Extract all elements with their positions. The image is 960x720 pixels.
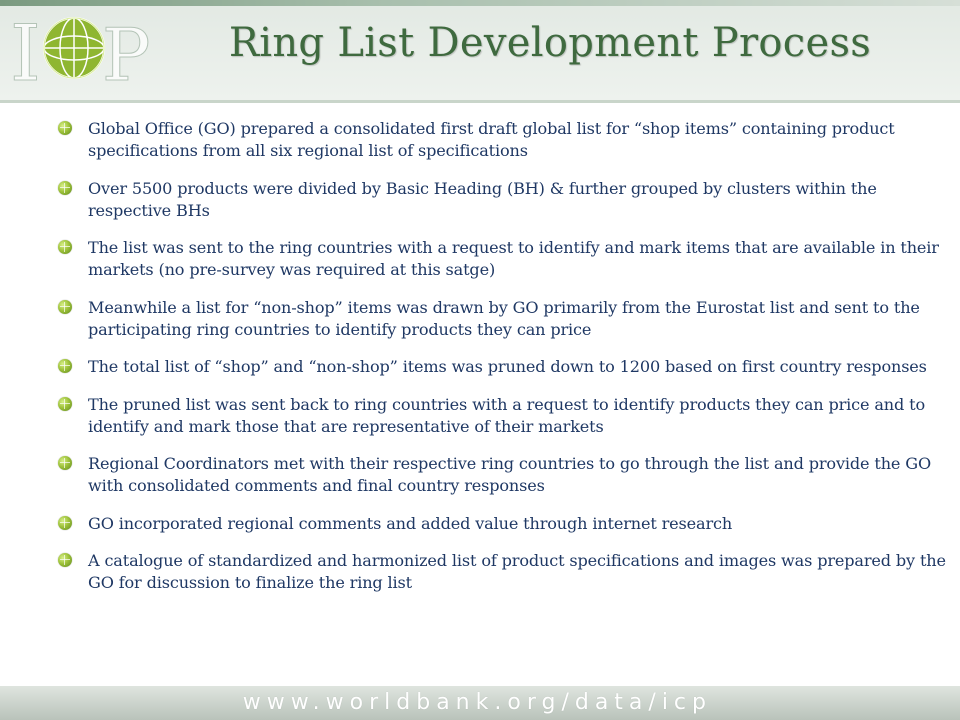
bullet-globe-icon — [58, 359, 72, 373]
icp-logo — [4, 0, 154, 96]
bullet-item — [54, 118, 954, 162]
bullet-text: Meanwhile a list for “non-shop” items was drawn by GO primarily from the Eurostat list and sent to the participating ring countries to identify products they can price — [88, 297, 920, 339]
bullet-globe-icon — [58, 456, 72, 470]
bullet-item — [54, 297, 954, 341]
bullet-item — [54, 550, 954, 594]
bullet-list — [54, 118, 954, 610]
bullet-text: The total list of “shop” and “non-shop” items was pruned down to 1200 based on first country responses — [88, 357, 927, 376]
bullet-text: Over 5500 products were divided by Basic Heading (BH) & further grouped by clusters within the respective BHs — [88, 178, 877, 220]
bullet-item — [54, 178, 954, 222]
bullet-item — [54, 356, 954, 378]
bullet-text: The pruned list was sent back to ring countries with a request to identify products they can price and to identify and mark those that are representative of their markets — [88, 394, 925, 436]
logo-letter-p: P — [102, 13, 151, 96]
bullet-text: The list was sent to the ring countries with a request to identify and mark items that are available in their markets (no pre-survey was required at this satge) — [88, 238, 939, 279]
bullet-item — [54, 394, 954, 438]
bullet-text: GO incorporated regional comments and added value through internet research — [88, 513, 733, 533]
footer-band — [0, 686, 960, 720]
bullet-globe-icon — [58, 121, 72, 135]
bullet-globe-icon — [58, 240, 72, 254]
bullet-globe-icon — [58, 181, 72, 195]
bullet-text: A catalogue of standardized and harmonized list of product specifications and images was prepared by the GO for discussion to finalize the ring list — [88, 551, 946, 592]
bullet-globe-icon — [58, 553, 72, 567]
header-band — [0, 0, 960, 103]
footer-url: www.worldbank.org/data/icp — [242, 690, 712, 715]
bullet-globe-icon — [58, 397, 72, 411]
bullet-globe-icon — [58, 300, 72, 314]
bullet-globe-icon — [58, 516, 72, 530]
bullet-text: Regional Coordinators met with their respective ring countries to go through the list and provide the GO with consolidated comments and final country responses — [88, 454, 932, 495]
bullet-item — [54, 513, 954, 535]
logo-letter-i: I — [10, 9, 41, 96]
bullet-text: Global Office (GO) prepared a consolidated first draft global list for “shop items” containing product specifications from all six regional list of specifications — [88, 119, 895, 160]
bullet-item — [54, 237, 954, 281]
globe-icon — [44, 18, 104, 78]
bullet-item — [54, 453, 954, 497]
page-title: Ring List Development Process — [228, 20, 872, 66]
